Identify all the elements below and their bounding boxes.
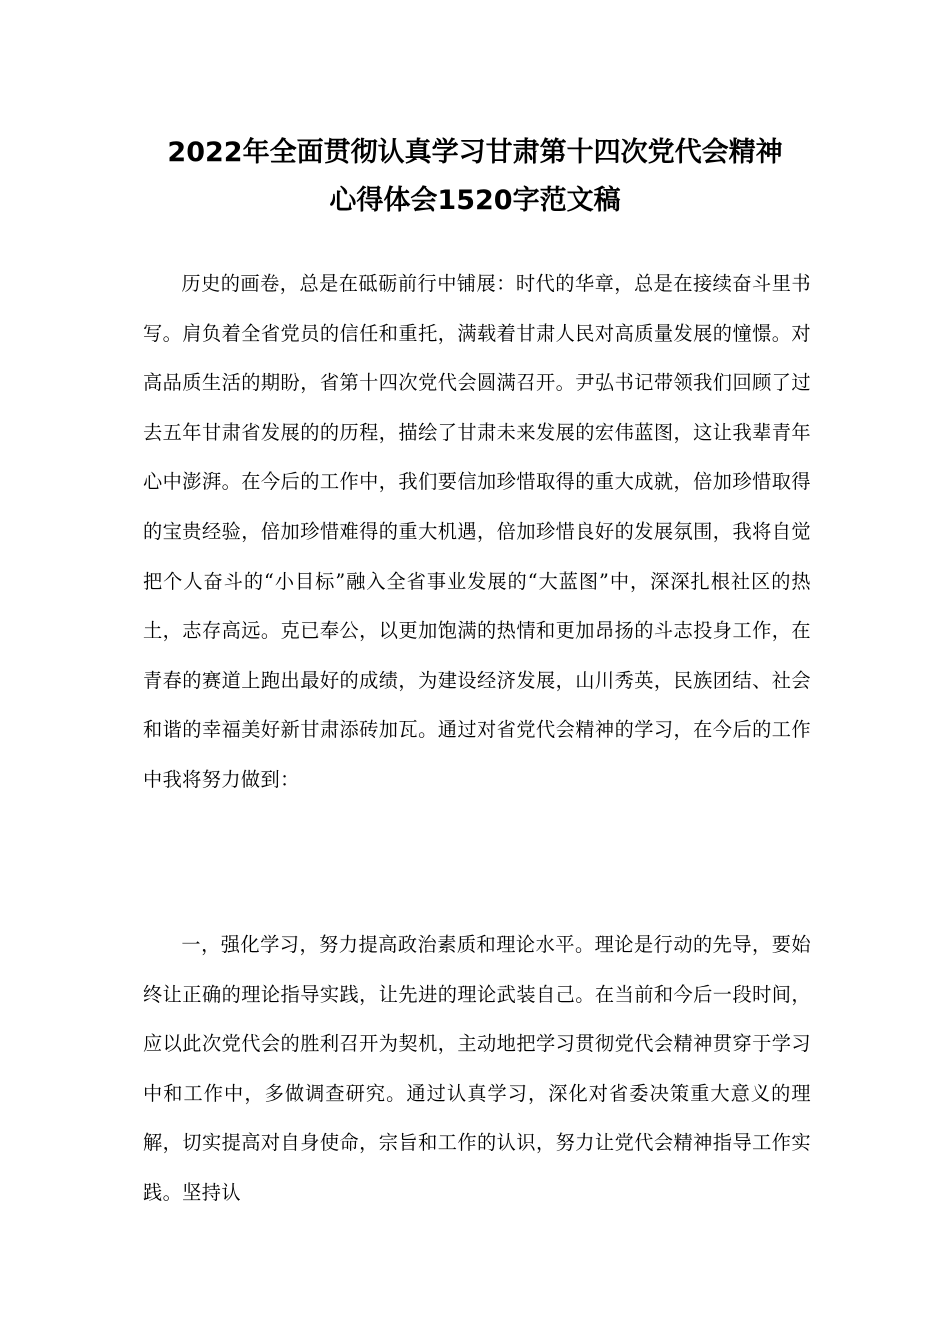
body-paragraph-1: 历史的画卷，总是在砥砺前行中铺展：时代的华章，总是在接续奋斗里书写。肩负着全省党员的信任和重托，满载着甘肃人民对高质量发展的憧憬。对高品质生活的期盼，省第十四次党代会圆满召开。尹弘书记带领我们回顾了过去五年甘肃省发展的的历程，描绘了甘肃未来发展的宏伟蓝图，这让我辈青年心中澎湃。在今后的工作中，我们要信加珍惜取得的重大成就，倍加珍惜取得的宝贵经验，倍加珍惜难得的重大机遇，倍加珍惜良好的发展氛围，我将自觉把个人奋斗的“小目标”融入全省事业发展的“大蓝图”中，深深扎根社区的热土，志存高远。克已奉公，以更加饱满的热情和更加昂扬的斗志投身工作，在青春的赛道上跑出最好的成绩，为建设经济发展，山川秀英，民族团结、社会和谐的幸福美好新甘肃添砖加瓦。通过对省党代会精神的学习，在今后的工作中我将努力做到：: [143, 272, 811, 791]
document-title-line-2: 心得体会1520字范文稿: [329, 185, 621, 216]
document-title-line-1: 2022年全面贯彻认真学习甘肃第十四次党代会精神: [167, 137, 783, 168]
body-paragraph-2: 一，强化学习，努力提高政治素质和理论水平。理论是行动的先导，要始终让正确的理论指导实践，让先进的理论武装自己。在当前和今后一段时间，应以此次党代会的胜利召开为契机，主动地把学习贯彻党代会精神贯穿于学习中和工作中，多做调查研究。通过认真学习，深化对省委决策重大意义的理解，切实提高对自身使命，宗旨和工作的认识，努力让党代会精神指导工作实践。坚持认: [143, 933, 811, 1204]
